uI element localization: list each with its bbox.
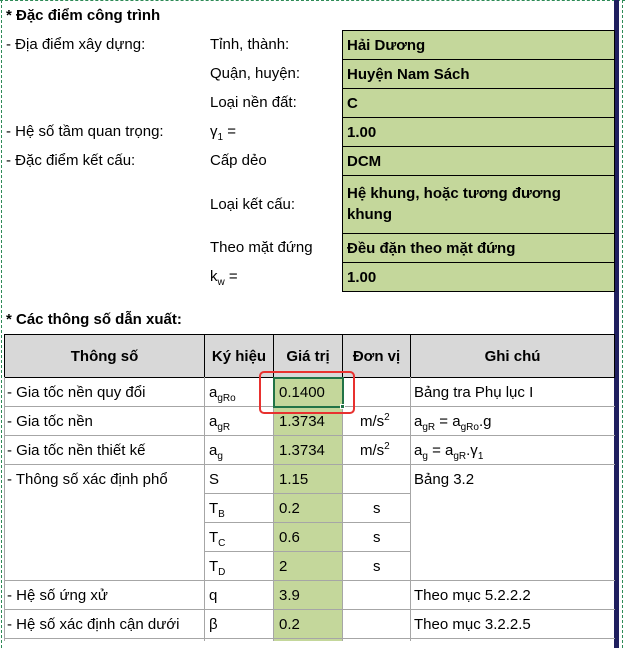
header-ky-hieu: Ký hiệu bbox=[204, 334, 274, 378]
param-gamma1 bbox=[210, 123, 236, 141]
selection-border-top bbox=[0, 0, 625, 3]
symbol-sub: gRo bbox=[217, 393, 236, 404]
row-gia-toc-quy-doi-symbol bbox=[209, 384, 236, 402]
gamma-symbol: γ bbox=[210, 123, 218, 140]
row-gia-toc-thiet-ke-note bbox=[414, 442, 483, 460]
symbol-sub: B bbox=[218, 509, 225, 520]
row-beta-symbol: β bbox=[209, 616, 218, 633]
gamma-equals: = bbox=[223, 123, 236, 140]
kw-symbol: k bbox=[210, 268, 218, 285]
note-eq: = a bbox=[435, 413, 461, 430]
note-gamma-sub: 1 bbox=[477, 451, 484, 462]
symbol-sub: gR bbox=[217, 422, 231, 433]
symbol-a: a bbox=[209, 413, 218, 430]
grid-h-6 bbox=[204, 551, 411, 552]
grid-h-8 bbox=[4, 609, 615, 610]
row-gia-toc-thiet-ke-symbol bbox=[209, 442, 223, 460]
unit-base: m/s bbox=[360, 442, 385, 459]
row-gia-toc-quy-doi-value[interactable]: 0.1400 bbox=[279, 384, 325, 401]
highlight-annotation bbox=[259, 371, 355, 414]
symbol-t: T bbox=[209, 558, 219, 575]
header-thong-so: Thông số bbox=[4, 334, 205, 378]
row-q-symbol: q bbox=[209, 587, 218, 604]
row-tc-symbol bbox=[209, 529, 225, 547]
gamma-subscript: 1 bbox=[217, 132, 224, 143]
row-beta-value[interactable]: 0.2 bbox=[279, 616, 300, 633]
row-q-note: Theo mục 5.2.2.2 bbox=[414, 587, 531, 604]
row-td-symbol bbox=[209, 558, 225, 576]
param-loai-nen-dat: Loại nền đất: bbox=[210, 94, 297, 111]
row-gia-toc-thiet-ke-param: - Gia tốc nền thiết kế bbox=[7, 442, 146, 459]
param-theo-mat-dung: Theo mặt đứng bbox=[210, 239, 313, 256]
selection-border-left bbox=[1, 0, 2, 648]
row-beta-note: Theo mục 3.2.2.5 bbox=[414, 616, 531, 633]
unit-base: m/s bbox=[360, 413, 385, 430]
unit-sup: 2 bbox=[384, 441, 390, 452]
note-sub2: gRo bbox=[460, 422, 479, 433]
note-sub: gR bbox=[422, 422, 436, 433]
note-sub: g bbox=[422, 451, 428, 462]
label-he-so-tam-quan-trong: - Hệ số tầm quan trọng: bbox=[6, 123, 164, 140]
row-he-so-ung-xu-param: - Hệ số ứng xử bbox=[7, 587, 108, 604]
row-gia-toc-nen-note bbox=[414, 413, 491, 431]
param-loai-ket-cau: Loại kết cấu: bbox=[210, 196, 296, 213]
input-loai-nen-dat[interactable]: C bbox=[342, 88, 615, 118]
row-gia-toc-nen-unit bbox=[360, 413, 390, 431]
symbol-sub: D bbox=[218, 567, 226, 578]
row-q-value[interactable]: 3.9 bbox=[279, 587, 300, 604]
row-tc-unit: s bbox=[373, 529, 381, 546]
row-tb-unit: s bbox=[373, 500, 381, 517]
note-a: a bbox=[414, 442, 423, 459]
input-quan-huyen[interactable]: Huyện Nam Sách bbox=[342, 59, 615, 89]
param-tinh-thanh: Tỉnh, thành: bbox=[210, 36, 290, 53]
input-theo-mat-dung[interactable]: Đều đặn theo mặt đứng bbox=[342, 233, 615, 263]
input-loai-ket-cau[interactable]: Hệ khung, hoặc tương đương khung bbox=[342, 175, 615, 234]
symbol-sub: g bbox=[217, 451, 223, 462]
input-kw[interactable]: 1.00 bbox=[342, 262, 615, 292]
param-cap-deo: Cấp dẻo bbox=[210, 152, 267, 169]
kw-subscript: w bbox=[217, 277, 225, 288]
row-tb-value[interactable]: 0.2 bbox=[279, 500, 300, 517]
param-quan-huyen: Quận, huyện: bbox=[210, 65, 301, 82]
param-kw bbox=[210, 268, 238, 286]
grid-v-1 bbox=[204, 377, 205, 641]
grid-v-left bbox=[4, 377, 5, 641]
input-tinh-thanh[interactable]: Hải Dương bbox=[342, 30, 615, 60]
row-gia-toc-nen-value[interactable]: 1.3734 bbox=[279, 413, 325, 430]
row-gia-toc-quy-doi-note: Bảng tra Phụ lục I bbox=[414, 384, 534, 401]
row-s-note: Bảng 3.2 bbox=[414, 471, 475, 488]
note-a: a bbox=[414, 413, 423, 430]
symbol-t: T bbox=[209, 500, 219, 517]
grid-v-3 bbox=[342, 377, 343, 641]
grid-v-2 bbox=[273, 377, 274, 641]
grid-h-5 bbox=[204, 522, 411, 523]
grid-h-2 bbox=[4, 435, 615, 436]
section2-title: * Các thông số dẫn xuất: bbox=[6, 311, 182, 328]
input-cap-deo[interactable]: DCM bbox=[342, 146, 615, 176]
grid-h-9 bbox=[4, 638, 615, 639]
selection-border-right bbox=[622, 0, 623, 648]
row-gia-toc-nen-param: - Gia tốc nền bbox=[7, 413, 93, 430]
label-dac-diem-ket-cau: - Đặc điểm kết cấu: bbox=[6, 152, 136, 169]
kw-equals: = bbox=[224, 268, 238, 285]
grid-h-3 bbox=[4, 464, 615, 465]
note-g: .g bbox=[478, 413, 492, 430]
symbol-a: a bbox=[209, 442, 218, 459]
row-td-value[interactable]: 2 bbox=[279, 558, 288, 575]
row-thong-so-pho-param: - Thông số xác định phổ bbox=[7, 471, 168, 488]
row-s-value[interactable]: 1.15 bbox=[279, 471, 309, 488]
symbol-sub: C bbox=[218, 538, 226, 549]
note-eq: = a bbox=[427, 442, 454, 459]
grid-v-4 bbox=[410, 377, 411, 641]
note-sub2: gR bbox=[453, 451, 467, 462]
symbol-a: a bbox=[209, 384, 218, 401]
row-tb-symbol bbox=[209, 500, 225, 518]
grid-h-4 bbox=[204, 493, 411, 494]
header-don-vi: Đơn vị bbox=[342, 334, 411, 378]
row-td-unit: s bbox=[373, 558, 381, 575]
row-s-symbol: S bbox=[209, 471, 220, 488]
note-gamma: .γ bbox=[466, 442, 478, 459]
row-tc-value[interactable]: 0.6 bbox=[279, 529, 300, 546]
row-gia-toc-quy-doi-param: - Gia tốc nền quy đổi bbox=[7, 384, 146, 401]
input-gamma1[interactable]: 1.00 bbox=[342, 117, 615, 147]
row-gia-toc-thiet-ke-unit bbox=[360, 442, 390, 460]
section1-title: * Đặc điểm công trình bbox=[6, 7, 161, 24]
symbol-t: T bbox=[209, 529, 219, 546]
grid-h-7 bbox=[4, 580, 615, 581]
unit-sup: 2 bbox=[384, 412, 390, 423]
label-dia-diem: - Địa điểm xây dựng: bbox=[6, 36, 146, 53]
row-gia-toc-nen-symbol bbox=[209, 413, 230, 431]
row-gia-toc-thiet-ke-value[interactable]: 1.3734 bbox=[279, 442, 325, 459]
header-ghi-chu: Ghi chú bbox=[410, 334, 615, 378]
row-can-duoi-param: - Hệ số xác định cận dưới bbox=[7, 616, 180, 633]
header-gia-tri: Giá trị bbox=[273, 334, 343, 378]
